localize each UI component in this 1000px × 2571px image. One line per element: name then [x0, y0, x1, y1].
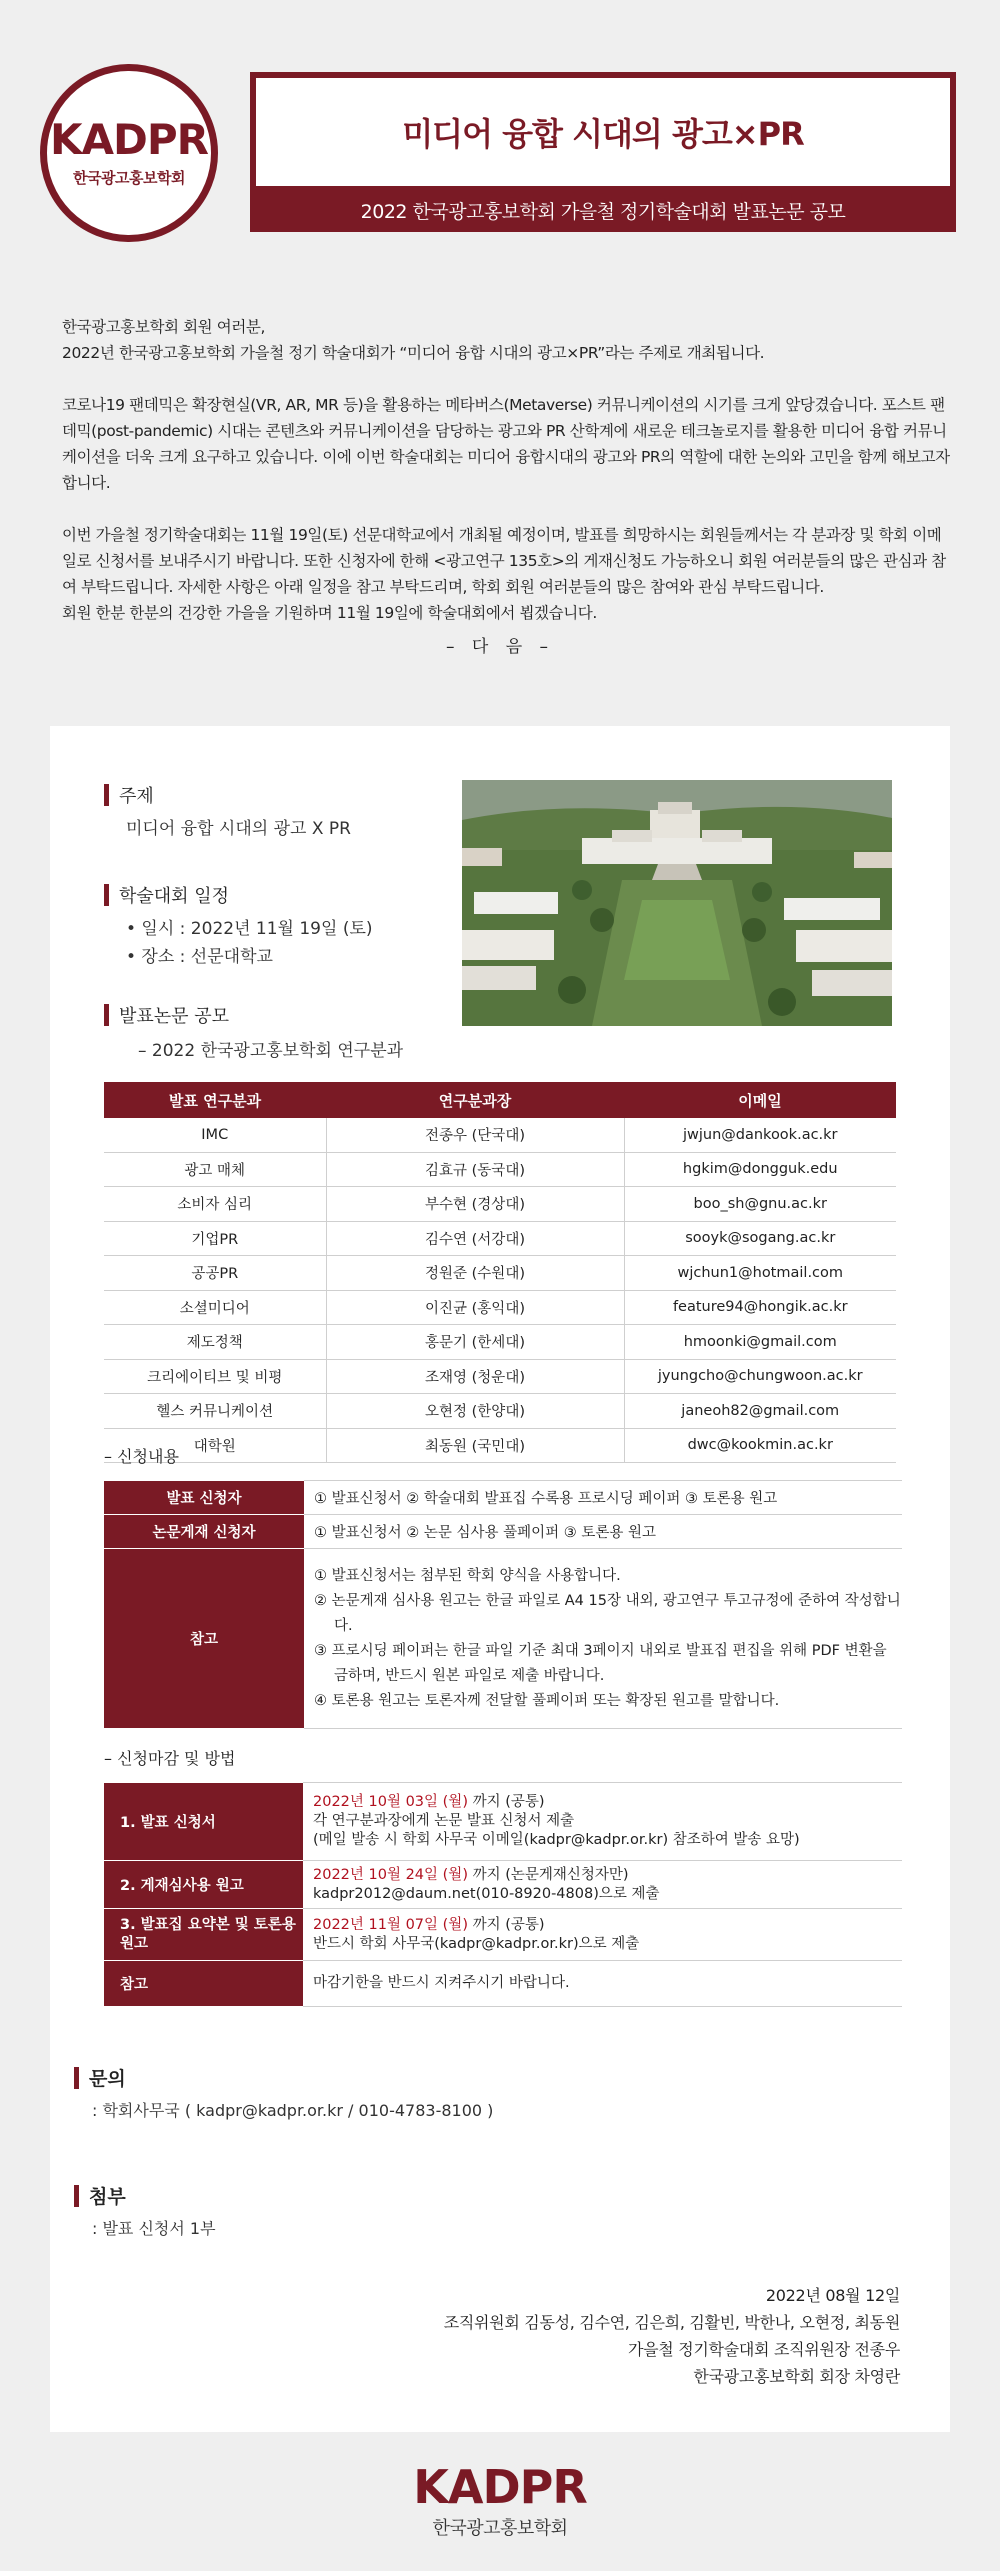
apply-table: [104, 1480, 902, 1729]
deadline-line: 각 연구분과장에게 논문 발표 신청서 제출: [313, 1813, 575, 1829]
sign-date: 2022년 08월 12일: [765, 2286, 900, 2305]
table-row: [104, 1481, 902, 1515]
section-attach: [74, 2182, 126, 2209]
page-subtitle: 2022 한국광고홍보학회 가을철 정기학술대회 발표논문 공모: [360, 200, 846, 223]
intro-paragraph-pandemic: 코로나19 팬데믹은 확장현실(VR, AR, MR 등)을 활용하는 메타버스(Metaverse) 커뮤니케이션의 시기를 크게 앞당겼습니다. 포스트 팬데믹(post-pandemic) 시대는 콘텐츠와 커뮤니케이션을 담당하는 광고와 PR 산학계에 새로운 테크놀로지를 활용한 미디어 융합 커뮤니케이션을 더욱 크게 요구하고 있습니다. 이에 이번 학술대회는 미디어 융합시대의 광고와 PR의 역할에 대한 논의와 고민을 함께 해보고자 합니다.: [62, 396, 950, 492]
table-row: [104, 1515, 902, 1549]
table-row: [104, 1961, 902, 2007]
intro-paragraph-closing: 회원 한분 한분의 건강한 가을을 기원하며 11월 19일에 학술대회에서 뵙겠습니다.: [62, 604, 597, 622]
division-email[interactable]: janeoh82@gmail.com: [624, 1394, 896, 1429]
deadline-content: [303, 1783, 902, 1861]
logo-wordmark: KADPR: [49, 114, 209, 164]
division-name: 소셜미디어: [104, 1290, 326, 1325]
apply-publish-header: 논문게재 신청자: [104, 1515, 304, 1549]
da-eum-divider: – 다 음 –: [445, 637, 555, 657]
division-email[interactable]: jyungcho@chungwoon.ac.kr: [624, 1359, 896, 1394]
division-email[interactable]: boo_sh@gnu.ac.kr: [624, 1187, 896, 1222]
table-row: [104, 1118, 896, 1152]
attach-value: : 발표 신청서 1부: [92, 2219, 216, 2238]
deadline-line: kadpr2012@daum.net(010-8920-4808)으로 제출: [313, 1885, 660, 1902]
call-subtitle: – 2022 한국광고홍보학회 연구분과: [138, 1041, 404, 1061]
signature-block: [444, 2282, 900, 2390]
apply-publish-content: ① 발표신청서 ② 논문 심사용 풀페이퍼 ③ 토론용 원고: [304, 1515, 902, 1549]
division-name: 대학원: [104, 1428, 326, 1463]
deadline-label: – 신청마감 및 방법: [104, 1749, 236, 1768]
logo-subtitle: 한국광고홍보학회: [73, 168, 185, 187]
apply-presenter-header: 발표 신청자: [104, 1481, 304, 1515]
section-bar: [74, 2067, 79, 2089]
section-schedule: [104, 882, 229, 908]
deadline-line: (메일 발송 시 학회 사무국 이메일(kadpr@kadpr.or.kr) 참조하여 발송 요망): [313, 1832, 800, 1848]
deadline-header: 3. 발표집 요약본 및 토론용 원고: [104, 1909, 303, 1961]
footer-logo-subtitle: 한국광고홍보학회: [432, 2518, 568, 2539]
division-chair: 오현정 (한양대): [326, 1394, 624, 1429]
division-chair: 전종우 (단국대): [326, 1118, 624, 1152]
greeting-line: 한국광고홍보학회 회원 여러분,: [62, 318, 266, 336]
greeting-line-2: 2022년 한국광고홍보학회 가을철 정기 학술대회가 “미디어 융합 시대의 광고×PR”라는 주제로 개최됩니다.: [62, 344, 765, 362]
sign-committee: 조직위원회 김동성, 김수연, 김은희, 김활빈, 박한나, 오현정, 최동원: [443, 2313, 900, 2332]
deadline-date: 2022년 10월 24일 (월): [313, 1866, 468, 1883]
deadline-header: 2. 게재심사용 원고: [104, 1861, 303, 1909]
division-name: 제도정책: [104, 1325, 326, 1360]
section-bar: [104, 1004, 109, 1026]
contact-value[interactable]: : 학회사무국 ( kadpr@kadpr.or.kr / 010-4783-8100 ): [92, 2101, 494, 2120]
division-chair: 부수현 (경상대): [326, 1187, 624, 1222]
section-call-label: 발표논문 공모: [119, 1006, 230, 1027]
deadline-table: [104, 1782, 902, 2007]
division-email[interactable]: jwjun@dankook.ac.kr: [624, 1118, 896, 1152]
section-contact: [74, 2064, 126, 2091]
deadline-date: 2022년 11월 07일 (월): [313, 1916, 468, 1933]
deadline-scope: 까지 (논문게재신청자만): [467, 1866, 629, 1883]
table-row: [104, 1187, 896, 1222]
table-header-row: [104, 1082, 896, 1118]
ref-item: ① 발표신청서는 첨부된 학회 양식을 사용합니다.: [314, 1567, 621, 1584]
division-chair: 조재영 (청운대): [326, 1359, 624, 1394]
col-chair: 연구분과장: [326, 1082, 624, 1118]
schedule-place: • 장소 : 선문대학교: [126, 947, 273, 967]
division-name: 공공PR: [104, 1256, 326, 1291]
campus-photo: [462, 780, 892, 1026]
table-row: [104, 1394, 896, 1429]
section-contact-label: 문의: [89, 2068, 126, 2090]
division-chair: 정원준 (수원대): [326, 1256, 624, 1291]
topic-value: 미디어 융합 시대의 광고 X PR: [126, 819, 351, 839]
apply-ref-header: 참고: [104, 1549, 304, 1729]
schedule-date: • 일시 : 2022년 11월 19일 (토): [126, 919, 373, 939]
table-row: [104, 1290, 896, 1325]
section-bar: [104, 884, 109, 906]
section-attach-label: 첨부: [89, 2186, 126, 2208]
apply-label: – 신청내용: [104, 1447, 179, 1466]
division-email[interactable]: dwc@kookmin.ac.kr: [624, 1428, 896, 1463]
deadline-scope: 까지 (공통): [467, 1794, 545, 1810]
section-call: [104, 1002, 229, 1028]
apply-presenter-content: ① 발표신청서 ② 학술대회 발표집 수록용 프로시딩 페이퍼 ③ 토론용 원고: [304, 1481, 902, 1515]
division-name: 광고 매체: [104, 1152, 326, 1187]
col-division: 발표 연구분과: [104, 1082, 326, 1118]
division-chair: 김효규 (동국대): [326, 1152, 624, 1187]
sign-president: 한국광고홍보학회 회장 차영란: [693, 2367, 900, 2386]
campus-illustration: [462, 780, 892, 1026]
title-box: [256, 78, 950, 186]
deadline-content: [303, 1861, 902, 1909]
deadline-content: [303, 1961, 902, 2007]
table-row: [104, 1909, 902, 1961]
table-row: [104, 1152, 896, 1187]
table-row: [104, 1221, 896, 1256]
table-row: [104, 1428, 896, 1463]
division-email[interactable]: feature94@hongik.ac.kr: [624, 1290, 896, 1325]
division-name: 기업PR: [104, 1221, 326, 1256]
deadline-header: 1. 발표 신청서: [104, 1783, 303, 1861]
table-row: [104, 1549, 902, 1729]
intro-paragraph-schedule: 이번 가을철 정기학술대회는 11월 19일(토) 선문대학교에서 개최될 예정이며, 발표를 희망하시는 회원들께서는 각 분과장 및 학회 이메일로 신청서를 보내주시기 바랍니다. 또한 신청자에 한해 <광고연구 135호>의 게재신청도 가능하오니 회원 여러분들의 많은 관심과 참여 부탁드립니다. 자세한 사항은 아래 일정을 참고 부탁드리며, 학회 회원 여러분들의 많은 참여와 관심 부탁드립니다.: [62, 526, 946, 596]
deadline-line: 마감기한을 반드시 지켜주시기 바랍니다.: [313, 1975, 570, 1991]
ref-item: ② 논문게재 심사용 원고는 한글 파일로 A4 15장 내외, 광고연구 투고규정에 준하여 작성합니다.: [314, 1592, 901, 1634]
section-bar: [74, 2185, 79, 2207]
footer-logo-wordmark: KADPR: [413, 2460, 587, 2514]
table-row: [104, 1359, 896, 1394]
division-email[interactable]: hgkim@dongguk.edu: [624, 1152, 896, 1187]
division-chair: 이진균 (홍익대): [326, 1290, 624, 1325]
sign-chair: 가을철 정기학술대회 조직위원장 전종우: [627, 2340, 900, 2359]
division-name: 크리에이티브 및 비평: [104, 1359, 326, 1394]
division-email[interactable]: wjchun1@hotmail.com: [624, 1256, 896, 1291]
deadline-date: 2022년 10월 03일 (월): [313, 1794, 468, 1810]
table-row: [104, 1861, 902, 1909]
table-row: [104, 1325, 896, 1360]
ref-item: ④ 토론용 원고는 토론자께 전달할 풀페이퍼 또는 확장된 원고를 말합니다.: [314, 1692, 780, 1709]
section-bar: [104, 784, 109, 806]
footer-logo: [0, 2460, 1000, 2540]
division-chair: 최동원 (국민대): [326, 1428, 624, 1463]
col-email: 이메일: [624, 1082, 896, 1118]
division-chair: 김수연 (서강대): [326, 1221, 624, 1256]
ref-item: ③ 프로시딩 페이퍼는 한글 파일 기준 최대 3페이지 내외로 발표집 편집을 위해 PDF 변환을 금하며, 반드시 원본 파일로 제출 바랍니다.: [314, 1642, 887, 1684]
deadline-content: [303, 1909, 902, 1961]
table-row: [104, 1783, 902, 1861]
division-email[interactable]: hmoonki@gmail.com: [624, 1325, 896, 1360]
apply-ref-content: [304, 1549, 902, 1729]
section-schedule-label: 학술대회 일정: [119, 886, 230, 907]
division-chair: 홍문기 (한세대): [326, 1325, 624, 1360]
division-name: IMC: [104, 1118, 326, 1152]
divisions-table: [104, 1082, 896, 1463]
page-title: 미디어 융합 시대의 광고×PR: [402, 115, 804, 153]
table-row: [104, 1256, 896, 1291]
kadpr-logo: [40, 64, 218, 242]
intro-text: [62, 314, 950, 626]
deadline-line: 반드시 학회 사무국(kadpr@kadpr.or.kr)으로 제출: [313, 1935, 640, 1952]
deadline-header: 참고: [104, 1961, 303, 2007]
division-name: 소비자 심리: [104, 1187, 326, 1222]
division-email[interactable]: sooyk@sogang.ac.kr: [624, 1221, 896, 1256]
deadline-scope: 까지 (공통): [467, 1916, 545, 1933]
section-topic-label: 주제: [119, 786, 154, 807]
section-topic: [104, 782, 154, 808]
division-name: 헬스 커뮤니케이션: [104, 1394, 326, 1429]
